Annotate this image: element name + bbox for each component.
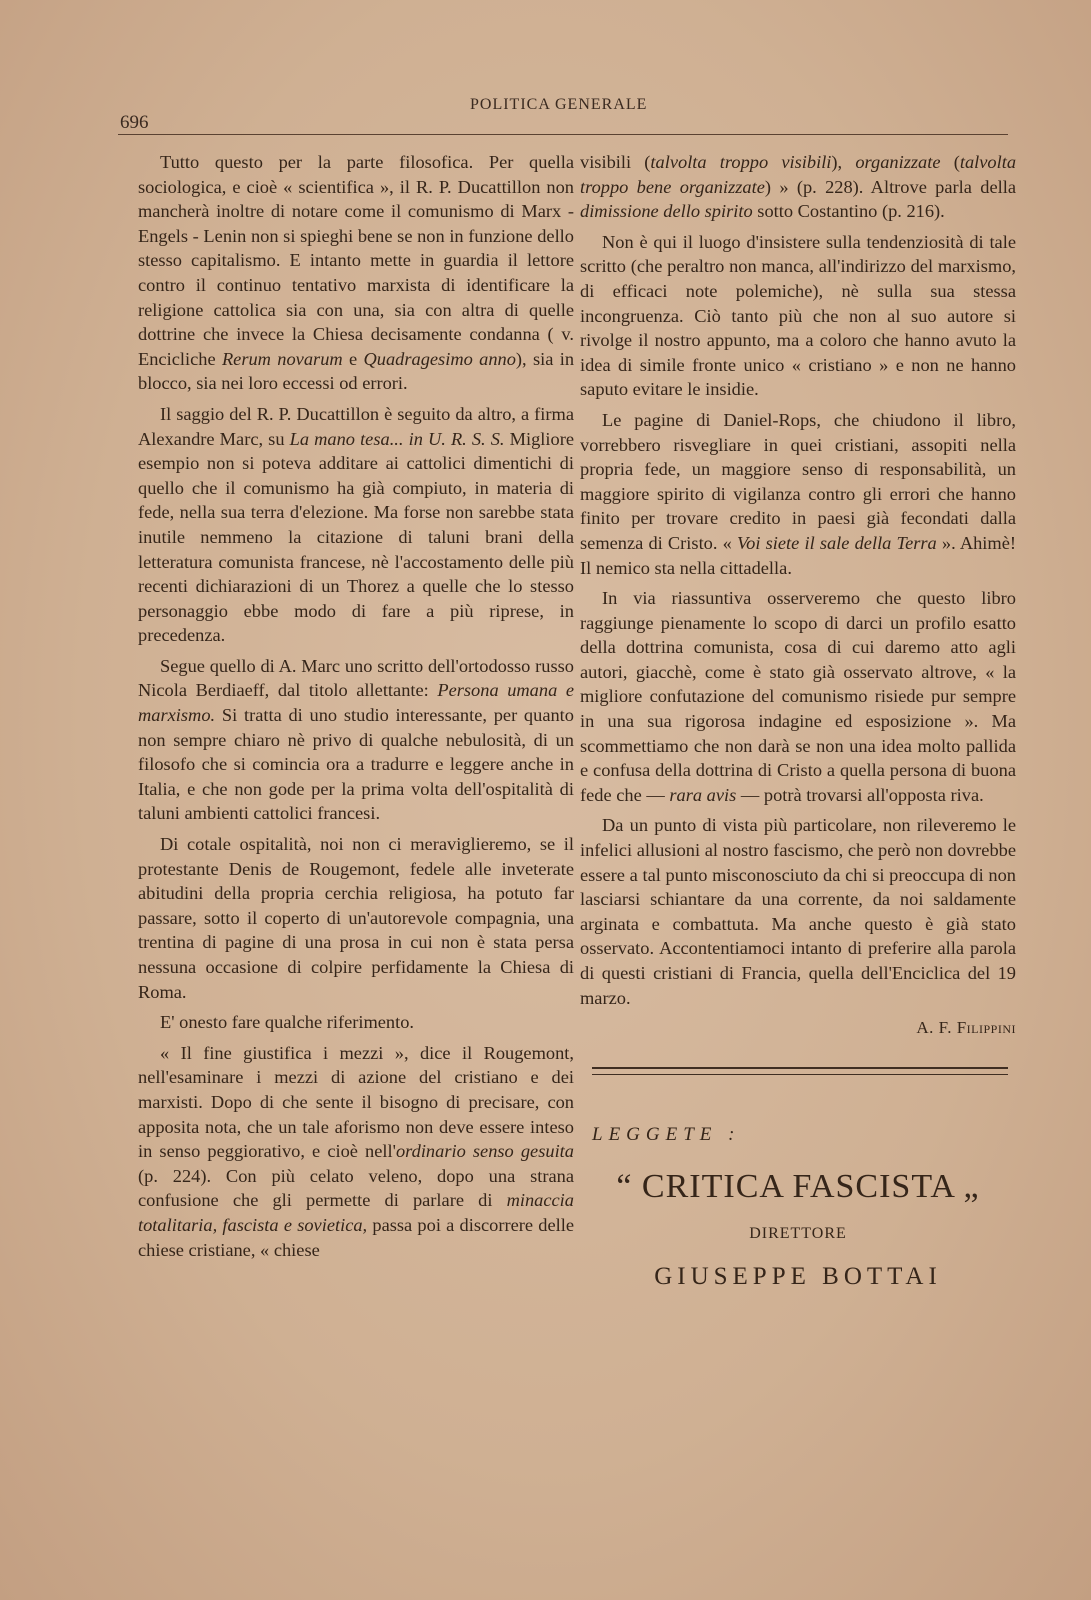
advert-title: “ CRITICA FASCISTA „ — [616, 1168, 980, 1206]
header-rule — [118, 134, 1008, 135]
left-column — [138, 150, 574, 1268]
advert-label: LEGGETE : — [592, 1123, 741, 1145]
paragraph: visibili (talvolta troppo visibili), organizzate (talvolta troppo bene organizzate) » (p. 228). Altrove parla della dimissione dello spirito sotto Costantino (p. 216). — [580, 152, 1017, 222]
paragraph: Il saggio del R. P. Ducattillon è seguito da altro, a firma Alexandre Marc, su La mano tesa... in U. R. S. S. Migliore esempio non si poteva additare ai cattolici dimentichi di quello che il comunismo ha già compiuto, in materia di fede, nella sua terra d'elezione. Ma forse non sarebbe stata inutile nemmeno la citazione di taluni brani della letteratura comunista francese, nè l'accostamento delle più recenti dichiarazioni di un Thorez a quelle che lo stesso personaggio ebbe modo di fare a più riprese, in precedenza. — [138, 403, 574, 646]
paragraph: In via riassuntiva osserveremo che questo libro raggiunge pienamente lo scopo di darci un profilo esatto della dottrina comunista, cosa di cui daremo atto agli autori, giacchè, come è stato già osservato altrove, « la migliore confutazione del comunismo risiede pur sempre in una sua rigorosa indagine ed esposizione ». Ma scommettiamo che non darà se non una idea molto pallida e confusa della dottrina di Cristo a quella persona di buona fede che — rara avis — potrà trovarsi all'opposta riva. — [580, 588, 1016, 805]
advert-subtitle: DIRETTORE — [749, 1224, 847, 1242]
page-header — [118, 96, 1008, 136]
paragraph: E' onesto fare qualche riferimento. — [160, 1012, 415, 1033]
paragraph: Segue quello di A. Marc uno scritto dell'ortodosso russo Nicola Berdiaeff, dal titolo allettante: Persona umana e marxismo. Si tratta di uno studio interessante, per quanto non sempre chiaro nè privo di qualche nebulosità, di un filosofo che si comincia ora a tradurre e leggere anche in Italia, e che non gode per la prima volta dell'ospitalità di taluni ambienti cattolici francesi. — [138, 655, 574, 824]
author-signature: A. F. Filippini — [916, 1018, 1016, 1038]
advert-name: GIUSEPPE BOTTAI — [654, 1262, 942, 1290]
paragraph: Tutto questo per la parte filosofica. Per quella sociologica, e cioè « scientifica », il R. P. Ducattillon non mancherà inoltre di notare come il comunismo di Marx - Engels - Lenin non si spieghi bene se non in funzione dello stesso capitalismo. E intanto mette in guardia il lettore contro il continuo tentativo marxista di identificare la religione cattolica sia con una, sia con altra di quelle dottrine che invece la Chiesa decisamente condanna ( v. Encicliche Rerum novarum e Quadragesimo anno), sia in blocco, sia nei loro eccessi od errori. — [138, 152, 575, 394]
page-number: 696 — [120, 112, 149, 133]
paragraph: « Il fine giustifica i mezzi », dice il Rougemont, nell'esaminare i mezzi di azione del cristiano e dei marxisti. Dopo di che sente il bisogno di precisare, con apposita nota, che un tale aforismo non deve essere inteso in senso peggiorativo, e cioè nell'ordinario senso gesuita (p. 224). Con più celato veleno, dopo una strana confusione che gli permette di parlare di minaccia totalitaria, fascista e sovietica, passa poi a discorrere delle chiese cristiane, « chiese — [138, 1042, 575, 1260]
paragraph: Non è qui il luogo d'insistere sulla tendenziosità di tale scritto (che peraltro non manca, all'indirizzo del marxismo, di efficaci note polemiche), nè sulla sua stessa incongruenza. Ciò tanto più che non al suo autore si rivolge il nostro appunto, ma a coloro che hanno avuto la idea di simile fronte unico « cristiano » e non ne hanno saputo evitare le insidie. — [580, 231, 1016, 400]
paragraph: Le pagine di Daniel-Rops, che chiudono il libro, vorrebbero risvegliare in quei cristiani, assopiti nella propria fede, un maggiore senso di responsabilità, un maggiore spirito di vigilanza contro gli errori che hanno finito per trovare credito in paesi già fecondati dalla semenza di Cristo. « Voi siete il sale della Terra ». Ahimè! Il nemico sta nella cittadella. — [580, 409, 1017, 578]
section-divider — [592, 1067, 1008, 1075]
right-column — [580, 150, 1016, 1289]
paragraph: Da un punto di vista più particolare, non rileveremo le infelici allusioni al nostro fascismo, che però non dovrebbe essere a tal punto misconosciuto da chi si preoccupa di non lasciarsi schiantare da una corrente, da noi saldamente arginata e combattuta. Ma anche questo è già stato osservato. Accontentiamoci intanto di preferire alla parola di questi cristiani di Francia, quella dell'Enciclica del 19 marzo. — [580, 815, 1016, 1008]
running-head: POLITICA GENERALE — [470, 96, 648, 113]
paragraph: Di cotale ospitalità, noi non ci meraviglieremo, se il protestante Denis de Rougemont, fedele alle inveterate abitudini della propria cerchia religiosa, ha potuto far passare, sotto il coperto di un'autorevole compagnia, una trentina di pagine di una prosa in cui non è stata persa nessuna occasione di colpire perfidamente la Chiesa di Roma. — [138, 834, 574, 1002]
